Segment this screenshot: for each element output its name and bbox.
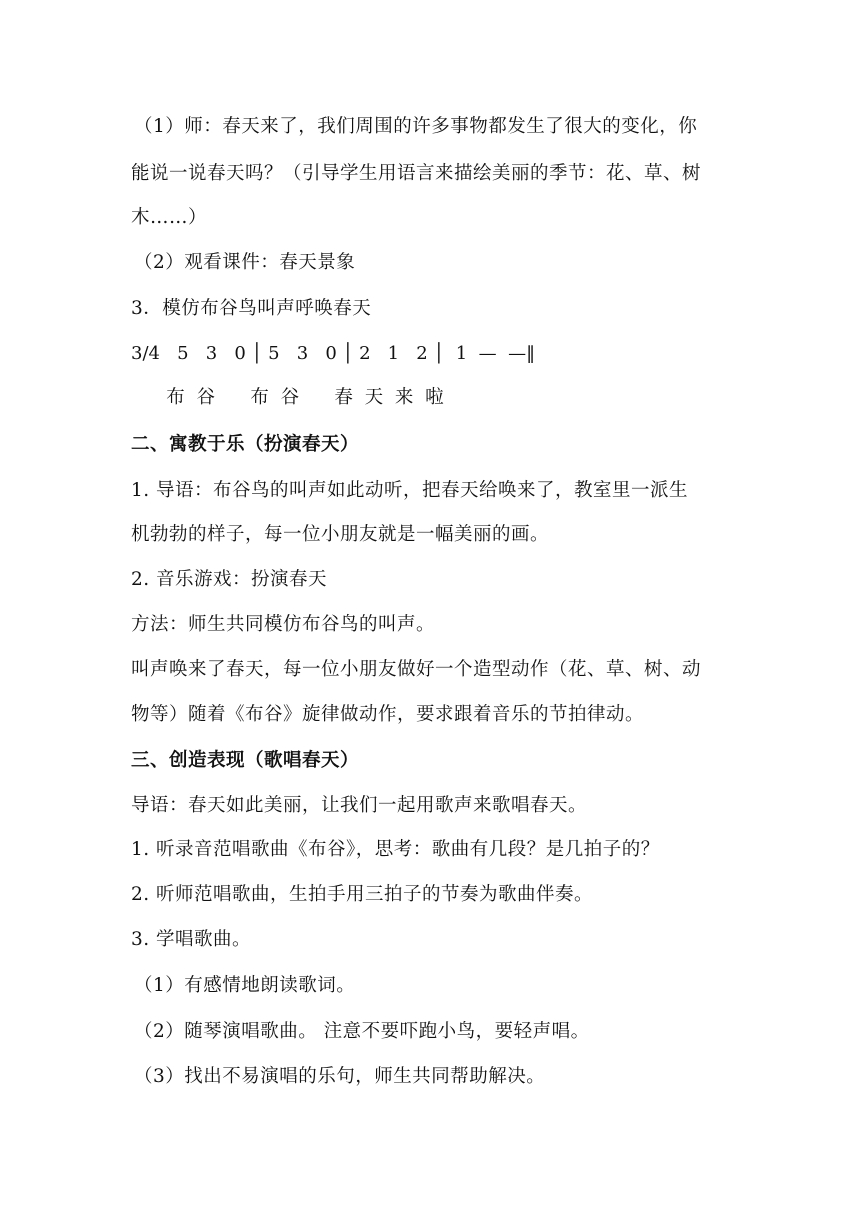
paragraph-line: 3．模仿布谷鸟叫声呼唤春天 xyxy=(131,298,372,319)
paragraph-line: 物等）随着《布谷》旋律做动作，要求跟着音乐的节拍律动。 xyxy=(131,704,645,725)
paragraph-line: （1）有感情地朗读歌词。 xyxy=(134,975,356,996)
paragraph-line: 2. 音乐游戏：扮演春天 xyxy=(131,569,328,590)
paragraph-line: （1）师：春天来了，我们周围的许多事物都发生了很大的变化，你 xyxy=(134,116,698,137)
paragraph-line: 叫声唤来了春天，每一位小朋友做好一个造型动作（花、草、树、动 xyxy=(131,659,702,680)
paragraph-line: （3）找出不易演唱的乐句，师生共同帮助解决。 xyxy=(134,1066,546,1087)
paragraph-line: 导语：春天如此美丽，让我们一起用歌声来歌唱春天。 xyxy=(131,795,588,816)
section-heading: 二、寓教于乐（扮演春天） xyxy=(131,434,360,455)
music-lyrics: 布 谷 布 谷 春 天 来 啦 xyxy=(131,387,444,408)
section-heading: 三、创造表现（歌唱春天） xyxy=(131,750,360,771)
paragraph-line: 木……） xyxy=(131,207,208,228)
paragraph-line: 1. 听录音范唱歌曲《布谷》，思考：歌曲有几段？是几拍子的？ xyxy=(131,839,660,860)
paragraph-line: 2. 听师范唱歌曲，生拍手用三拍子的节奏为歌曲伴奏。 xyxy=(131,884,594,905)
paragraph-line: 机勃勃的样子，每一位小朋友就是一幅美丽的画。 xyxy=(131,524,550,545)
paragraph-line: 能说一说春天吗？（引导学生用语言来描绘美丽的季节：花、草、树 xyxy=(131,163,702,184)
paragraph-line: 3. 学唱歌曲。 xyxy=(131,929,252,950)
paragraph-line: （2）随琴演唱歌曲。 注意不要吓跑小鸟，要轻声唱。 xyxy=(134,1021,590,1042)
music-notation: 3/4 5 3 0 │ 5 3 0 │ 2 1 2 │ 1 — —‖ xyxy=(131,343,536,364)
paragraph-line: （2）观看课件：春天景象 xyxy=(134,252,356,273)
paragraph-line: 方法：师生共同模仿布谷鸟的叫声。 xyxy=(131,614,436,635)
paragraph-line: 1. 导语：布谷鸟的叫声如此动听，把春天给唤来了，教室里一派生 xyxy=(131,480,689,501)
